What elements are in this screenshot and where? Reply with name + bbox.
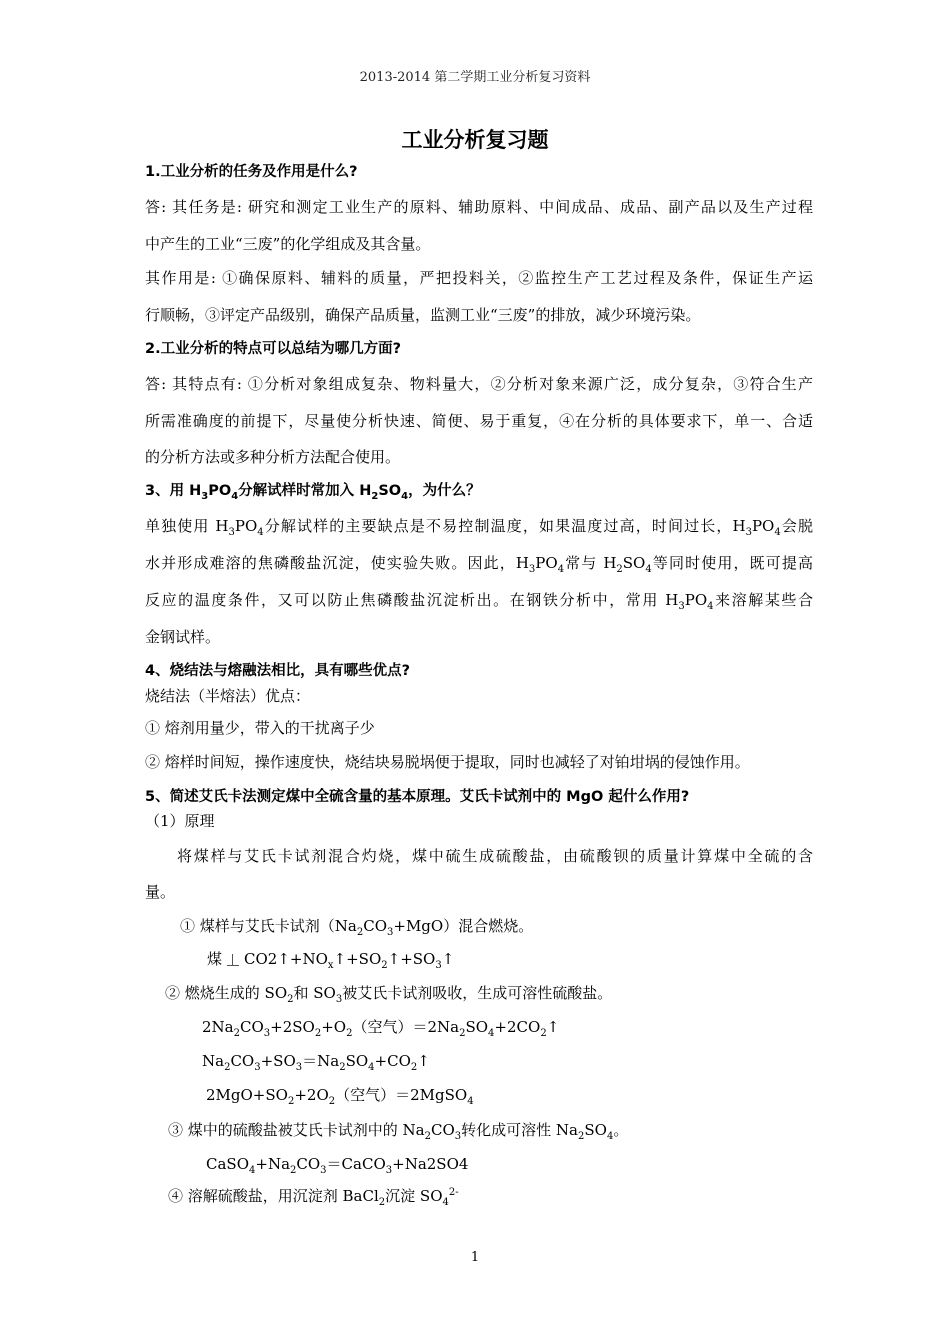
section-principle: （1）原理 (145, 812, 215, 830)
question-4: 4、烧结法与熔融法相比，具有哪些优点? (145, 663, 410, 679)
answer-2-line-3: 的分析方法或多种分析方法配合使用。 (145, 448, 401, 466)
answer-1-line-3: 其作用是: ①确保原料、辅料的质量，严把投料关，②监控生产工艺过程及条件，保证生产运 (145, 269, 813, 287)
page-header: 2013-2014 第二学期工业分析复习资料 (359, 70, 591, 85)
equation-2: $2Na_2CO_3+2SO_2+O_2$（空气）$=2Na_2SO_4+2CO_2↑$ (202, 1018, 560, 1039)
page-number: 1 (470, 1250, 480, 1265)
answer-4-line-3: ② 熔样时间短，操作速度快，烧结块易脱埚便于提取，同时也减轻了对铂坩埚的侵蚀作用。 (145, 753, 750, 771)
answer-4-line-1: 烧结法（半熔法）优点： (145, 687, 311, 705)
question-3: 3、用 $H_3PO_4$分解试样时常加入 $H_2SO_4$，为什么？ (145, 483, 481, 502)
answer-3-line-2: 水并形成难溶的焦磷酸盐沉淀，使实验失败。因此，$H_3PO_4$常与 $H_2SO_4$等同时使用，既可提高 (145, 554, 813, 575)
answer-3-line-3: 反应的温度条件，又可以防止焦磷酸盐沉淀析出。在钢铁分析中，常用 $H_3PO_4$来溶解某些合 (145, 591, 813, 612)
question-1: 1.工业分析的任务及作用是什么? (145, 164, 358, 180)
principle-para-line-2: 量。 (145, 883, 176, 901)
equation-1: 煤 $CO2↑+NO_x↑+SO_2↑+SO_3↑$ (207, 950, 455, 971)
step-1: ① 煤样与艾氏卡试剂$(Na_2CO_3+MgO)$混合燃烧。 (180, 917, 534, 938)
answer-1-line-1: 答: 其任务是: 研究和测定工业生产的原料、辅助原料、中间成品、成品、副产品以及生产过程 (145, 198, 813, 216)
question-5: 5、简述艾氏卡法测定煤中全硫含量的基本原理。艾氏卡试剂中的 MgO 起什么作用? (145, 789, 690, 805)
principle-para-line-1: 将煤样与艾氏卡试剂混合灼烧，煤中硫生成硫酸盐，由硫酸钡的质量计算煤中全硫的含 (177, 847, 813, 865)
equation-4: $2MgO+SO_2+2O_2$（空气）＝2MgSO$_4$ (206, 1086, 474, 1107)
answer-3-line-1: 单独使用 $H_3PO_4$分解试样的主要缺点是不易控制温度，如果温度过高，时间过长，$H_3PO_4$会脱 (145, 517, 813, 538)
step-4: ④ 溶解硫酸盐，用沉淀剂 BaCl$_2$沉淀 $SO_4^{2-}$ (168, 1187, 459, 1208)
question-2: 2.工业分析的特点可以总结为哪几方面? (145, 341, 402, 357)
answer-1-line-4: 行顺畅，③评定产品级别，确保产品质量，监测工业“三废”的排放，减少环境污染。 (145, 306, 701, 324)
step-2: ② 燃烧生成的 $SO_2$和 $SO_3$被艾氏卡试剂吸收，生成可溶性硫酸盐。 (165, 984, 613, 1005)
equation-5: $CaSO_4+Na_2CO_3=CaCO_3+Na2SO4$ (206, 1155, 469, 1176)
answer-2-line-1: 答: 其特点有: ①分析对象组成复杂、物料量大，②分析对象来源广泛，成分复杂，③符合生产 (145, 375, 813, 393)
answer-3-line-4: 金钢试样。 (145, 628, 221, 646)
answer-1-line-2: 中产生的工业“三废”的化学组成及其含量。 (145, 235, 431, 253)
equation-3: $Na_2CO_3+SO_3=Na_2SO_4+CO_2↑$ (202, 1052, 430, 1073)
answer-2-line-2: 所需准确度的前提下，尽量使分析快速、简便、易于重复，④在分析的具体要求下，单一、合适 (145, 412, 813, 430)
heat-symbol-icon (226, 954, 240, 966)
step-3: ③ 煤中的硫酸盐被艾氏卡试剂中的 $Na_2CO_3$转化成可溶性 $Na_2SO_4$。 (168, 1121, 629, 1142)
page-title: 工业分析复习题 (401, 128, 549, 152)
answer-4-line-2: ① 熔剂用量少，带入的干扰离子少 (145, 719, 375, 737)
